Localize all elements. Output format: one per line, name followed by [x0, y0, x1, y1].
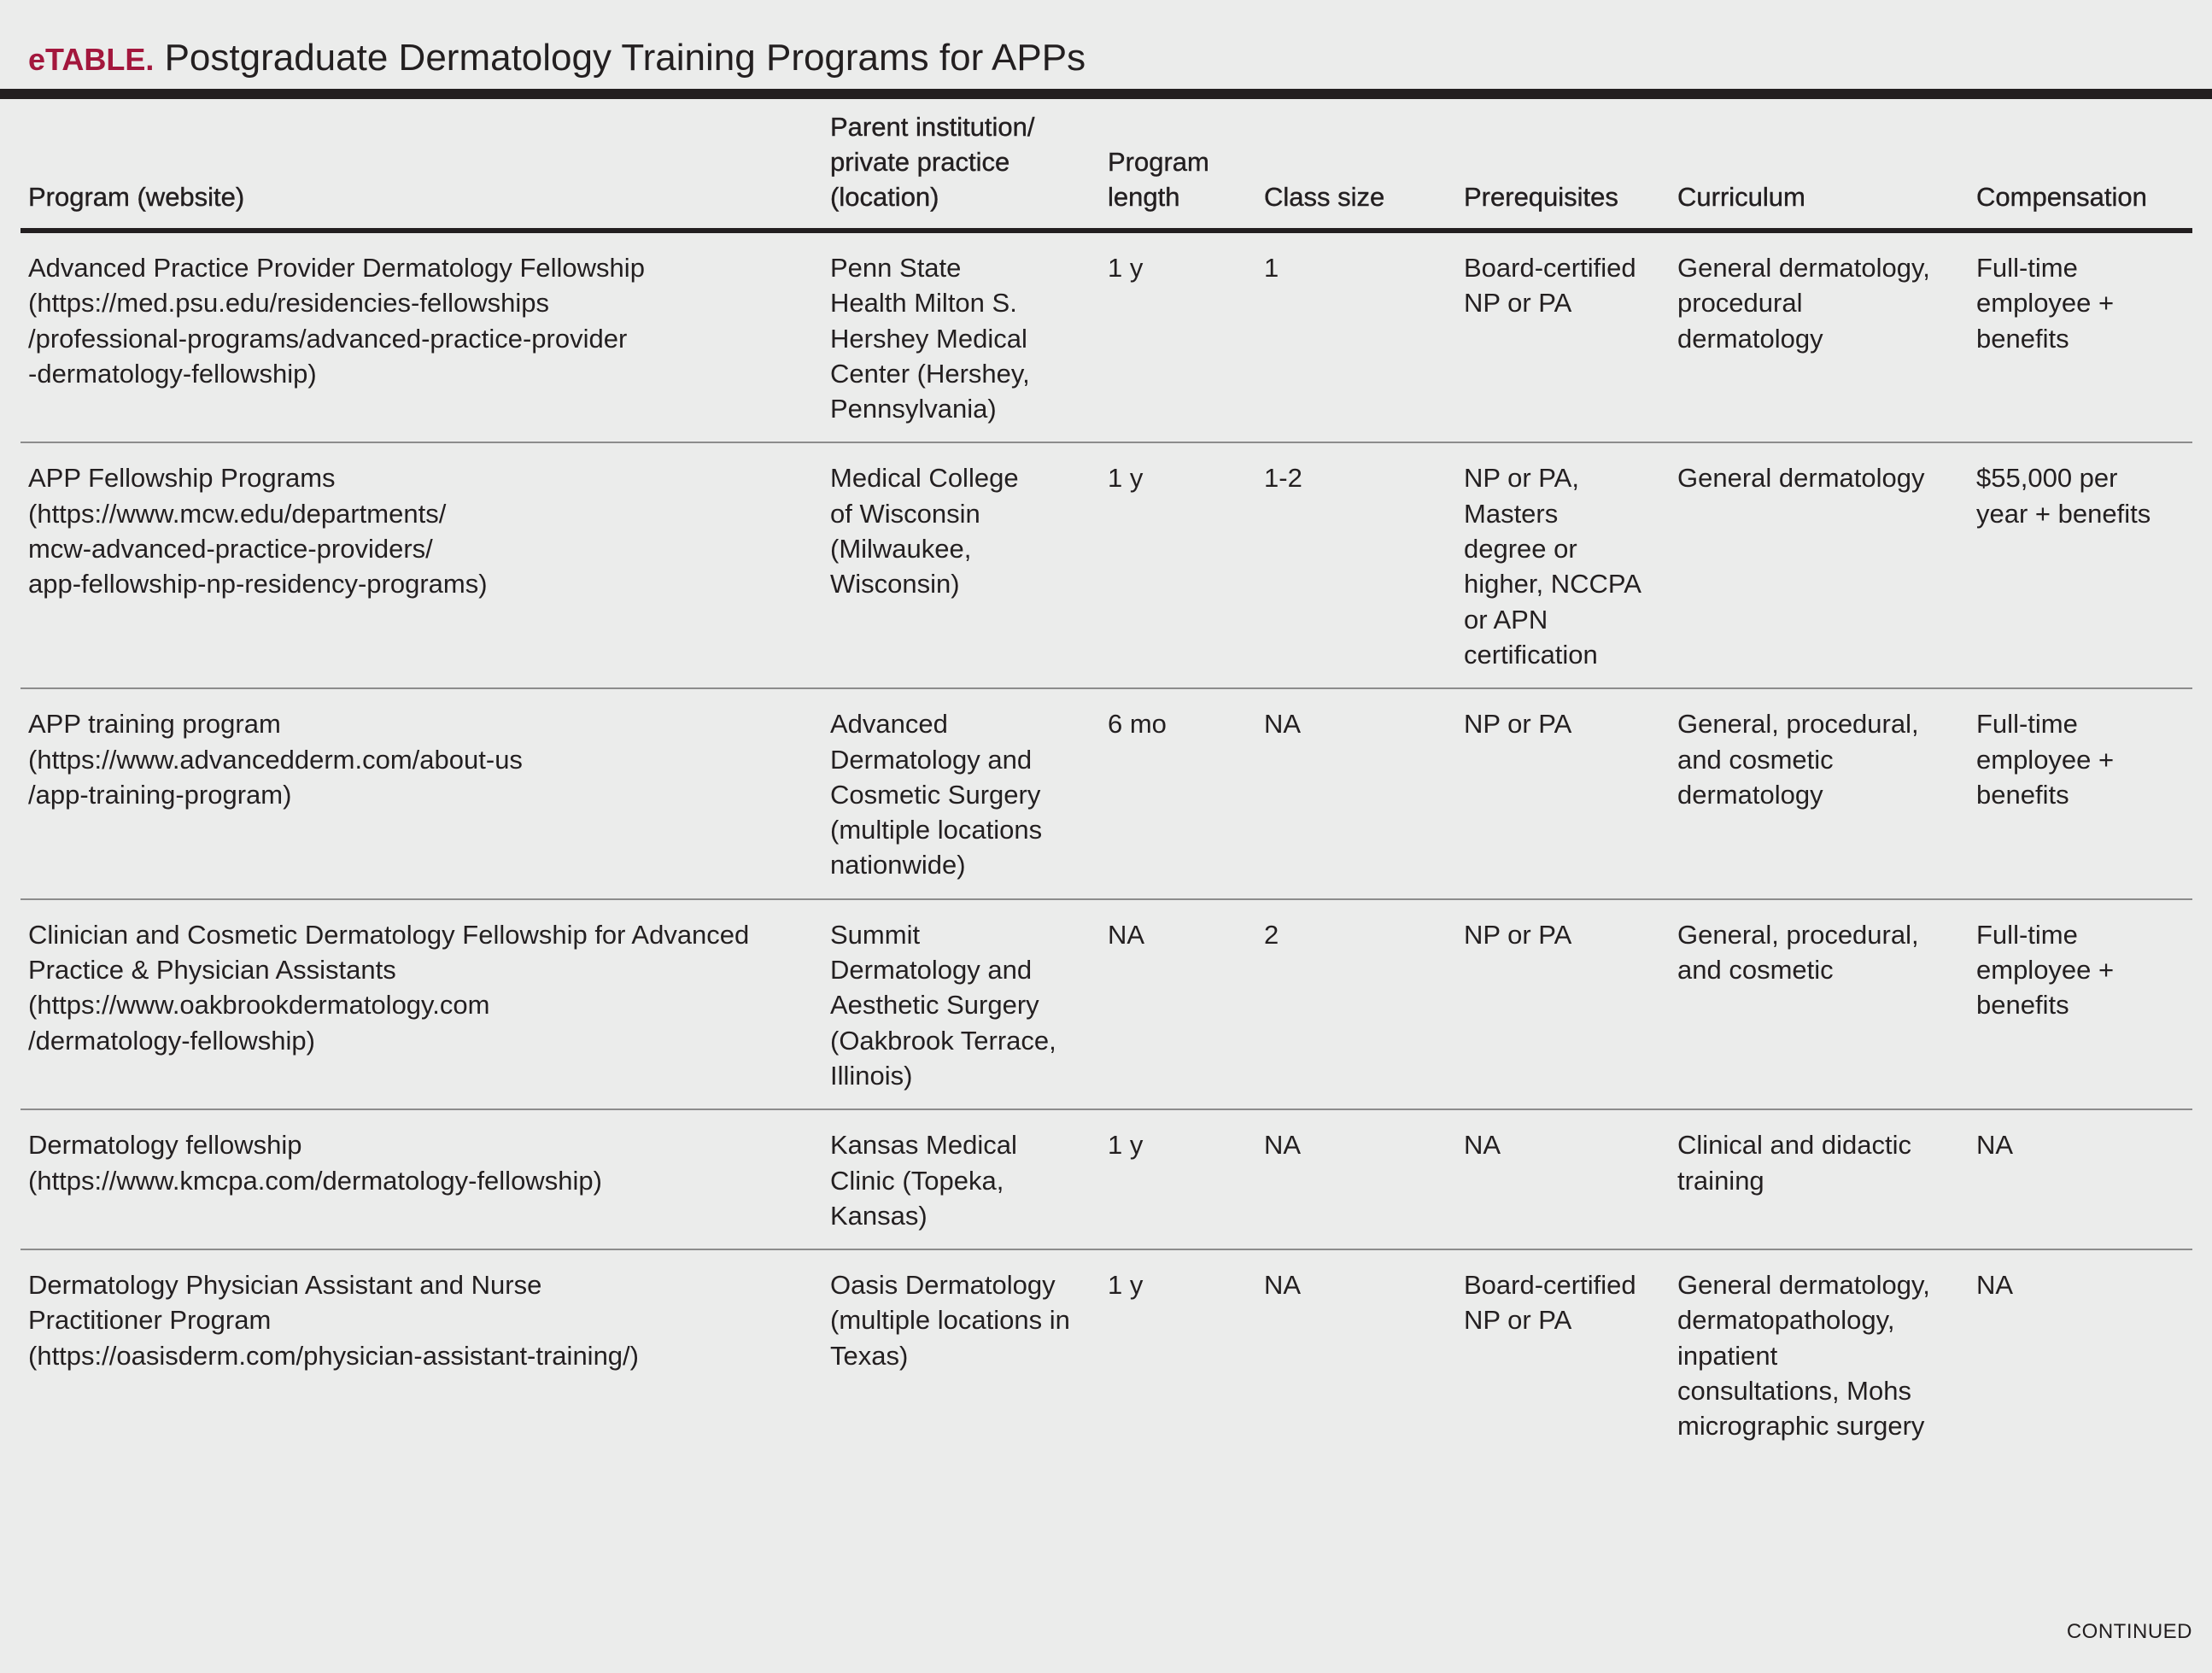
header-line: Prerequisites — [1464, 182, 1618, 212]
cell-line: 1 y — [1108, 1130, 1144, 1161]
cell-prerequisites — [1456, 1109, 1670, 1249]
cell-program-length — [1100, 1249, 1256, 1459]
cell-line: Wisconsin) — [830, 569, 960, 600]
cell-line: consultations, Mohs — [1677, 1376, 1911, 1407]
cell-compensation — [1969, 231, 2192, 442]
cell-line: General, procedural, — [1677, 919, 1919, 950]
cell-line: (multiple locations — [830, 815, 1043, 845]
cell-line: employee + — [1976, 744, 2115, 775]
cell-line: higher, NCCPA — [1464, 569, 1641, 600]
cell-prerequisites — [1456, 688, 1670, 898]
cell-parent-institution — [822, 1109, 1100, 1249]
table-row — [20, 442, 2192, 688]
header-line: private practice — [830, 147, 1010, 177]
cell-line: General, procedural, — [1677, 709, 1919, 740]
cell-line: dermatopathology, — [1677, 1305, 1895, 1336]
table-label: eTABLE. — [28, 42, 155, 77]
cell-line: (Milwaukee, — [830, 534, 972, 564]
cell-line: inpatient — [1677, 1340, 1778, 1371]
cell-program-website — [20, 442, 822, 688]
cell-compensation — [1969, 688, 2192, 898]
cell-program-website — [20, 1109, 822, 1249]
cell-curriculum — [1670, 1249, 1969, 1459]
table-row — [20, 1109, 2192, 1249]
cell-line: and cosmetic — [1677, 955, 1834, 986]
cell-line: NA — [1976, 1130, 2014, 1161]
cell-line: employee + — [1976, 288, 2115, 319]
cell-line: Aesthetic Surgery — [830, 990, 1039, 1021]
cell-compensation — [1969, 1109, 2192, 1249]
cell-curriculum — [1670, 442, 1969, 688]
cell-compensation — [1969, 1249, 2192, 1459]
cell-line: dermatology — [1677, 779, 1823, 810]
cell-line: (https://oasisderm.com/physician-assistant-training/) — [28, 1340, 639, 1371]
cell-line: Dermatology Physician Assistant and Nurse — [28, 1270, 542, 1301]
header-line: Class size — [1264, 182, 1385, 212]
cell-line: Center (Hershey, — [830, 358, 1030, 389]
cell-line: nationwide) — [830, 850, 966, 880]
cell-line: Clinic (Topeka, — [830, 1165, 1004, 1196]
cell-line: NA — [1264, 1270, 1302, 1301]
cell-line: NA — [1976, 1270, 2014, 1301]
cell-line: Board-certified — [1464, 1270, 1636, 1301]
cell-line: (https://med.psu.edu/residencies-fellowships — [28, 288, 549, 319]
cell-line: NA — [1464, 1130, 1501, 1161]
cell-line: Medical College — [830, 463, 1019, 494]
column-header-program-website — [20, 99, 822, 231]
cell-line: General dermatology, — [1677, 1270, 1930, 1301]
cell-line: of Wisconsin — [830, 498, 980, 529]
continued-label: CONTINUED — [2066, 1620, 2192, 1643]
cell-line: or APN — [1464, 604, 1548, 635]
table-body — [20, 231, 2192, 1459]
cell-class-size — [1256, 688, 1456, 898]
header-line: length — [1108, 182, 1180, 212]
cell-line: Masters — [1464, 498, 1559, 529]
cell-line: Board-certified — [1464, 253, 1636, 283]
cell-line: Dermatology and — [830, 744, 1033, 775]
cell-line: APP training program — [28, 709, 281, 740]
cell-line: year + benefits — [1976, 498, 2151, 529]
column-header-prerequisites — [1456, 99, 1670, 231]
cell-parent-institution — [822, 442, 1100, 688]
cell-line: /professional-programs/advanced-practice-provider — [28, 323, 628, 354]
cell-class-size — [1256, 1109, 1456, 1249]
cell-line: NP or PA — [1464, 919, 1572, 950]
cell-prerequisites — [1456, 1249, 1670, 1459]
cell-program-website — [20, 1249, 822, 1459]
column-header-curriculum — [1670, 99, 1969, 231]
header-line: Compensation — [1976, 182, 2147, 212]
cell-line: mcw-advanced-practice-providers/ — [28, 534, 433, 564]
cell-program-website — [20, 899, 822, 1109]
cell-program-website — [20, 688, 822, 898]
cell-line: Advanced Practice Provider Dermatology Fellowship — [28, 253, 645, 283]
cell-line: 2 — [1264, 919, 1279, 950]
cell-line: Kansas Medical — [830, 1130, 1017, 1161]
cell-line: NA — [1264, 709, 1302, 740]
cell-line: Full-time — [1976, 253, 2078, 283]
cell-line: Summit — [830, 919, 921, 950]
cell-program-length — [1100, 231, 1256, 442]
cell-line: degree or — [1464, 534, 1577, 564]
cell-line: Oasis Dermatology — [830, 1270, 1056, 1301]
table-row — [20, 688, 2192, 898]
cell-program-length — [1100, 688, 1256, 898]
cell-class-size — [1256, 1249, 1456, 1459]
cell-line: app-fellowship-np-residency-programs) — [28, 569, 488, 600]
cell-line: Health Milton S. — [830, 288, 1017, 319]
cell-line: NA — [1108, 919, 1145, 950]
cell-line: NA — [1264, 1130, 1302, 1161]
cell-parent-institution — [822, 899, 1100, 1109]
cell-line: 1-2 — [1264, 463, 1302, 494]
cell-program-website — [20, 231, 822, 442]
cell-parent-institution — [822, 1249, 1100, 1459]
cell-parent-institution — [822, 688, 1100, 898]
cell-line: Pennsylvania) — [830, 394, 997, 424]
cell-line: Full-time — [1976, 709, 2078, 740]
cell-prerequisites — [1456, 899, 1670, 1109]
cell-line: NP or PA, — [1464, 463, 1579, 494]
cell-prerequisites — [1456, 442, 1670, 688]
cell-class-size — [1256, 899, 1456, 1109]
cell-prerequisites — [1456, 231, 1670, 442]
cell-line: benefits — [1976, 323, 2069, 354]
cell-line: (https://www.kmcpa.com/dermatology-fellowship) — [28, 1165, 602, 1196]
cell-line: Hershey Medical — [830, 323, 1027, 354]
table-row — [20, 1249, 2192, 1459]
cell-compensation — [1969, 899, 2192, 1109]
cell-line: NP or PA — [1464, 1305, 1572, 1336]
cell-line: training — [1677, 1165, 1764, 1196]
cell-line: benefits — [1976, 779, 2069, 810]
cell-line: (https://www.oakbrookdermatology.com — [28, 990, 490, 1021]
cell-line: micrographic surgery — [1677, 1411, 1925, 1442]
cell-line: 1 y — [1108, 253, 1144, 283]
cell-compensation — [1969, 442, 2192, 688]
cell-line: -dermatology-fellowship) — [28, 358, 317, 389]
cell-line: APP Fellowship Programs — [28, 463, 336, 494]
cell-line: (Oakbrook Terrace, — [830, 1025, 1056, 1056]
cell-line: Cosmetic Surgery — [830, 779, 1041, 810]
table-row — [20, 899, 2192, 1109]
cell-line: employee + — [1976, 955, 2115, 986]
cell-line: Advanced — [830, 709, 948, 740]
cell-line: (https://www.advancedderm.com/about-us — [28, 744, 523, 775]
programs-table — [20, 99, 2192, 1459]
cell-line: Dermatology and — [830, 955, 1033, 986]
cell-line: NP or PA — [1464, 288, 1572, 319]
cell-line: General dermatology, — [1677, 253, 1930, 283]
header-line: Program — [1108, 147, 1209, 177]
cell-line: Penn State — [830, 253, 962, 283]
column-header-compensation — [1969, 99, 2192, 231]
cell-line: 6 mo — [1108, 709, 1167, 740]
cell-line: Clinical and didactic — [1677, 1130, 1911, 1161]
cell-curriculum — [1670, 231, 1969, 442]
table-title-text: Postgraduate Dermatology Training Programs for APPs — [164, 37, 1086, 79]
cell-line: /app-training-program) — [28, 779, 292, 810]
cell-line: $55,000 per — [1976, 463, 2118, 494]
cell-line: Kansas) — [830, 1200, 928, 1231]
title-rule — [0, 89, 2212, 99]
cell-program-length — [1100, 899, 1256, 1109]
cell-line: benefits — [1976, 990, 2069, 1021]
table-title — [28, 32, 1086, 85]
cell-curriculum — [1670, 899, 1969, 1109]
cell-line: (multiple locations in — [830, 1305, 1070, 1336]
cell-line: Clinician and Cosmetic Dermatology Fellowship for Advanced — [28, 919, 750, 950]
cell-line: and cosmetic — [1677, 744, 1834, 775]
cell-line: 1 y — [1108, 463, 1144, 494]
header-line: (location) — [830, 182, 939, 212]
cell-line: certification — [1464, 639, 1598, 670]
cell-line: /dermatology-fellowship) — [28, 1025, 315, 1056]
cell-line: dermatology — [1677, 323, 1823, 354]
cell-line: 1 — [1264, 253, 1279, 283]
cell-line: Dermatology fellowship — [28, 1130, 302, 1161]
cell-line: procedural — [1677, 288, 1803, 319]
cell-line: Practitioner Program — [28, 1305, 272, 1336]
header-row — [20, 99, 2192, 231]
header-line: Program (website) — [28, 182, 245, 212]
cell-program-length — [1100, 1109, 1256, 1249]
cell-line: Full-time — [1976, 919, 2078, 950]
table-row — [20, 231, 2192, 442]
header-line: Parent institution/ — [830, 112, 1035, 142]
column-header-class-size — [1256, 99, 1456, 231]
header-line: Curriculum — [1677, 182, 1805, 212]
cell-class-size — [1256, 231, 1456, 442]
cell-program-length — [1100, 442, 1256, 688]
cell-line: Illinois) — [830, 1060, 913, 1091]
cell-curriculum — [1670, 688, 1969, 898]
cell-class-size — [1256, 442, 1456, 688]
column-header-program-length — [1100, 99, 1256, 231]
cell-line: 1 y — [1108, 1270, 1144, 1301]
cell-curriculum — [1670, 1109, 1969, 1249]
cell-line: (https://www.mcw.edu/departments/ — [28, 498, 447, 529]
cell-parent-institution — [822, 231, 1100, 442]
cell-line: NP or PA — [1464, 709, 1572, 740]
cell-line: General dermatology — [1677, 463, 1925, 494]
cell-line: Texas) — [830, 1340, 909, 1371]
column-header-parent-institution — [822, 99, 1100, 231]
cell-line: Practice & Physician Assistants — [28, 955, 396, 986]
